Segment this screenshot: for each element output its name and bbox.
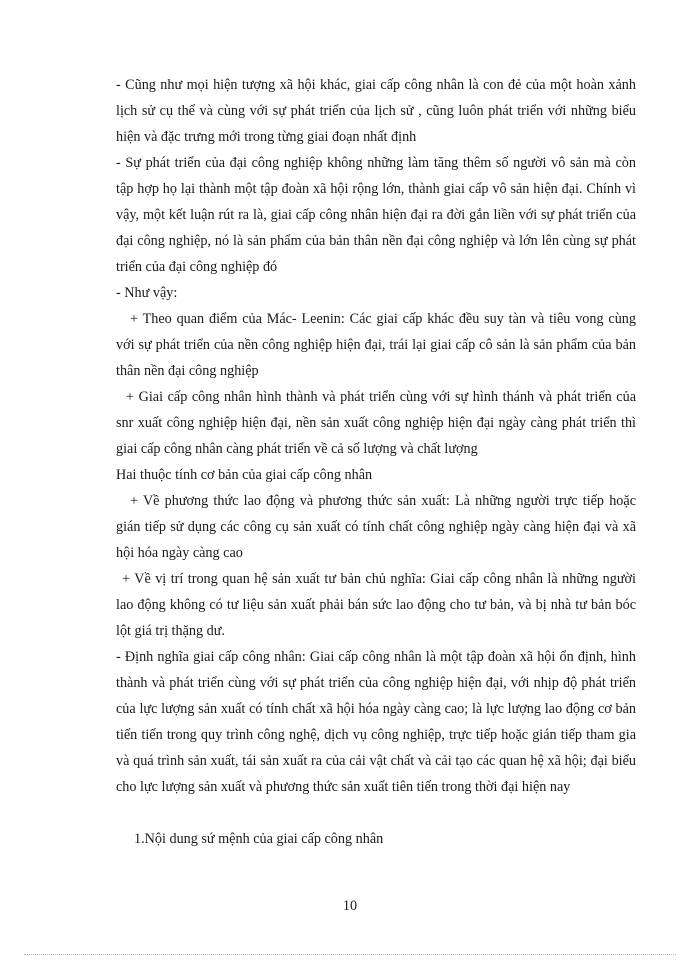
document-body <box>116 72 636 852</box>
bullet-production-position: + Về vị trí trong quan hệ sản xuất tư bản chủ nghĩa: Giai cấp công nhân là những người lao động không có tư liệu sản xuất phải bán sức lao động cho tư bản, và bị nhà tư bản bóc lột giá trị thặng dư. <box>116 571 636 639</box>
bullet-marx-lenin-view: + Theo quan điểm của Mác- Leenin: Các giai cấp khác đều suy tàn và tiêu vong cùng với sự phát triển của nền công nghiệp hiện đại, trái lại giai cấp cô sản là sản phẩm của bản thân nền đại công nghiệp <box>116 311 636 379</box>
bullet-labor-method: + Về phương thức lao động và phương thức sản xuất: Là những người trực tiếp hoặc gián tiếp sử dụng các công cụ sản xuất có tính chất công nghiệp ngày càng hiện đại và xã hội hóa ngày càng cao <box>116 493 636 561</box>
subheading-two-attributes: Hai thuộc tính cơ bản của giai cấp công nhân <box>116 467 373 483</box>
bullet-working-class-formation: + Giai cấp công nhân hình thành và phát triển cùng với sự hình thánh và phát triển của snr xuất công nghiệp hiện đại, nền sản xuất công nghiệp hiện đại ngày càng phát triển thì giai cấp công nhân càng phát triển về cả số lượng và chất lượng <box>116 389 636 457</box>
paragraph-nhu-vay: - Như vậy: <box>116 285 178 301</box>
paragraph-definition: - Định nghĩa giai cấp công nhân: Giai cấp công nhân là một tập đoàn xã hội ổn định, hình thành và phát triển cùng với sự phát triển của công nghiệp hiện đại, với nhịp độ phát triển của lực lượng sản xuất có tính chất xã hội hóa ngày càng cao; là lực lượng lao động cơ bản tiến tiến trong quy trình công nghệ, dịch vụ công nghiệp, trực tiếp hoặc gián tiếp tham gia và quá trình sản xuất, tái sản xuất ra của cải vật chất và cải tạo các quan hệ xã hội; đại biểu cho lực lượng sản xuất và phương thức sản xuất tiên tiến trong thời đại hiện nay <box>116 649 636 795</box>
paragraph-industry-development: - Sự phát triển của đại công nghiệp không những làm tăng thêm số người vô sản mà còn tập hợp họ lại thành một tập đoàn xã hội rộng lớn, thành giai cấp vô sản hiện đại. Chính vì vậy, một kết luận rút ra là, giai cấp công nhân hiện đại ra đời gắn liền với sự phát triển của đại công nghiệp, nó là sản phẩm của bản thân nền đại công nghiệp và lớn lên cùng sự phát triển của đại công nghiệp đó <box>116 155 636 275</box>
page-number: 10 <box>342 898 358 914</box>
page-edge-divider <box>24 954 676 955</box>
section-heading: 1.Nội dung sứ mệnh của giai cấp công nhân <box>134 831 384 847</box>
paragraph-intro: - Cũng như mọi hiện tượng xã hội khác, giai cấp công nhân là con đẻ của một hoàn xảnh lịch sử cụ thể và cùng với sự phát triển của lịch sử , cũng luôn phát triển với những biểu hiện và đặc trưng mới trong từng giai đoạn nhất định <box>116 77 636 145</box>
